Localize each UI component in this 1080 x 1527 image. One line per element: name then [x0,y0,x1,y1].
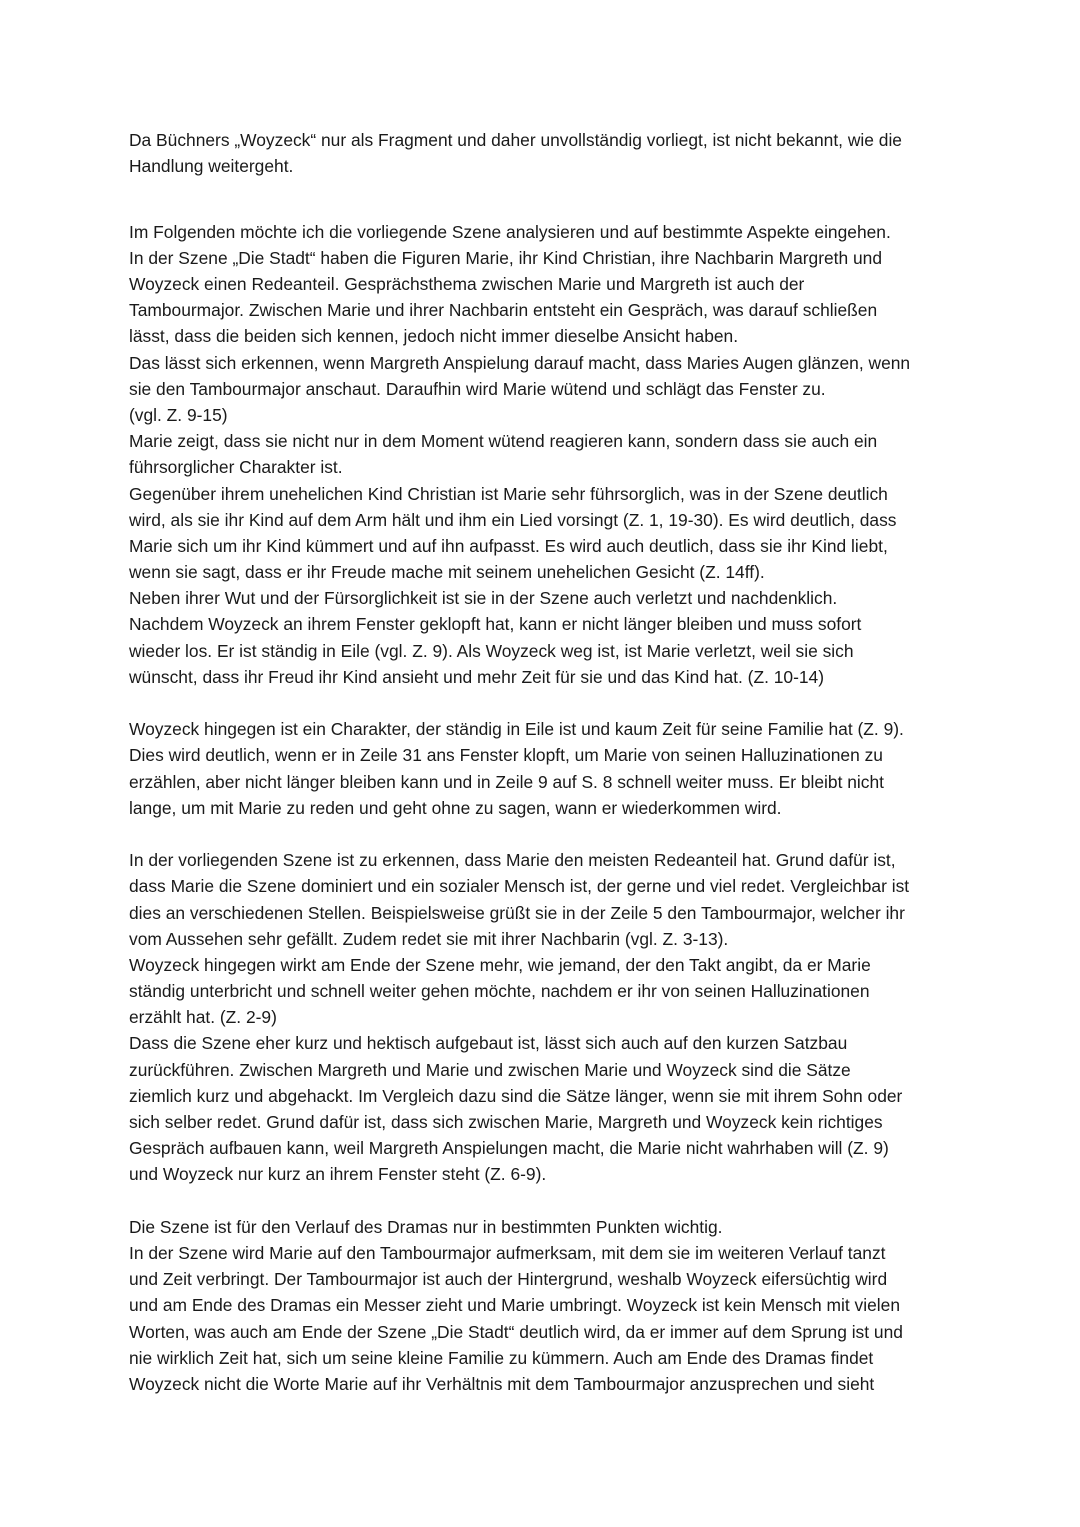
paragraph-spacer [129,179,955,218]
paragraph-woyzeck [129,716,955,821]
text-line: In der vorliegenden Szene ist zu erkennen, dass Marie den meisten Redeanteil hat. Grund dafür ist, [129,850,896,871]
text-line: vom Aussehen sehr gefällt. Zudem redet sie mit ihrer Nachbarin (vgl. Z. 3-13). [129,928,729,949]
text-line: Handlung weitergeht. [129,156,294,177]
text-line: wenn sie sagt, dass er ihr Freude mache mit seinem unehelichen Gesicht (Z. 14ff). [129,562,765,583]
paragraph-spacer [129,821,955,847]
paragraph-analysis [129,219,955,690]
document-body [129,127,955,1397]
text-line: nie wirklich Zeit hat, sich um seine kleine Familie zu kümmern. Auch am Ende des Dramas findet [129,1347,874,1368]
text-line: Gegenüber ihrem unehelichen Kind Christian ist Marie sehr führsorglich, was in der Szene deutlich [129,483,888,504]
text-line: zurückführen. Zwischen Margreth und Marie und zwischen Marie und Woyzeck sind die Sätze [129,1059,851,1080]
text-line: erzählt hat. (Z. 2-9) [129,1007,277,1028]
text-line: Dies wird deutlich, wenn er in Zeile 31 ans Fenster klopft, um Marie von seinen Halluzinationen zu [129,745,883,766]
text-line: Worten, was auch am Ende der Szene „Die Stadt“ deutlich wird, da er immer auf dem Sprung ist und [129,1321,903,1342]
text-line: Neben ihrer Wut und der Fürsorglichkeit ist sie in der Szene auch verletzt und nachdenklich. [129,588,838,609]
text-line: wünscht, dass ihr Freud ihr Kind ansieht und mehr Zeit für sie und das Kind hat. (Z. 10-14) [129,666,825,687]
text-line: In der Szene wird Marie auf den Tambourmajor aufmerksam, mit dem sie im weiteren Verlauf tanzt [129,1242,886,1263]
text-line: Marie sich um ihr Kind kümmert und auf ihn aufpasst. Es wird auch deutlich, dass sie ihr Kind liebt, [129,535,888,556]
paragraph-spacer [129,1188,955,1214]
text-line: und am Ende des Dramas ein Messer zieht und Marie umbringt. Woyzeck ist kein Mensch mit vielen [129,1295,900,1316]
text-line: sich selber redet. Grund dafür ist, dass sich zwischen Marie, Margreth und Woyzeck kein richtiges [129,1112,883,1133]
text-line: Da Büchners „Woyzeck“ nur als Fragment und daher unvollständig vorliegt, ist nicht bekannt, wie die [129,130,902,150]
paragraph-intro [129,127,955,179]
text-line: Gespräch aufbauen kann, weil Margreth Anspielungen macht, die Marie nicht wahrhaben will (Z. 9) [129,1138,889,1159]
text-line: Tambourmajor. Zwischen Marie und ihrer Nachbarin entsteht ein Gespräch, was darauf schließen [129,300,878,321]
text-line: und Woyzeck nur kurz an ihrem Fenster steht (Z. 6-9). [129,1164,547,1185]
paragraph-spacer [129,690,955,716]
text-line: und Zeit verbringt. Der Tambourmajor ist auch der Hintergrund, weshalb Woyzeck eifersüchtig wird [129,1269,888,1290]
text-line: lange, um mit Marie zu reden und geht ohne zu sagen, wann er wiederkommen wird. [129,797,782,818]
text-line: Woyzeck nicht die Worte Marie auf ihr Verhältnis mit dem Tambourmajor anzusprechen und sieht [129,1373,875,1394]
text-line: ständig unterbricht und schnell weiter gehen möchte, nachdem er ihr von seinen Halluzinationen [129,981,870,1002]
text-line: Woyzeck hingegen ist ein Charakter, der ständig in Eile ist und kaum Zeit für seine Familie hat (Z. 9). [129,719,904,740]
text-line: wird, als sie ihr Kind auf dem Arm hält und ihm ein Lied vorsingt (Z. 1, 19-30). Es wird deutlich, dass [129,509,897,530]
text-line: Marie zeigt, dass sie nicht nur in dem Moment wütend reagieren kann, sondern dass sie auch ein [129,431,878,452]
text-line: Nachdem Woyzeck an ihrem Fenster geklopft hat, kann er nicht länger bleiben und muss sofort [129,614,862,635]
text-line: erzählen, aber nicht länger bleiben kann und in Zeile 9 auf S. 8 schnell weiter muss. Er bleibt nicht [129,771,884,792]
text-line: Die Szene ist für den Verlauf des Dramas nur in bestimmten Punkten wichtig. [129,1216,723,1237]
text-line: ziemlich kurz und abgehackt. Im Vergleich dazu sind die Sätze länger, wenn sie mit ihrem Sohn oder [129,1085,903,1106]
text-line: führsorglicher Charakter ist. [129,457,343,478]
text-line: dies an verschiedenen Stellen. Beispielsweise grüßt sie in der Zeile 5 den Tambourmajor, welcher ihr [129,902,905,923]
text-line: Das lässt sich erkennen, wenn Margreth Anspielung darauf macht, dass Maries Augen glänzen, wenn [129,352,911,373]
text-line: sie den Tambourmajor anschaut. Daraufhin wird Marie wütend und schlägt das Fenster zu. [129,378,826,399]
text-line: In der Szene „Die Stadt“ haben die Figuren Marie, ihr Kind Christian, ihre Nachbarin Margreth und [129,247,883,268]
paragraph-redeanteil [129,847,955,1187]
text-line: Woyzeck hingegen wirkt am Ende der Szene mehr, wie jemand, der den Takt angibt, da er Marie [129,954,871,975]
text-line: wieder los. Er ist ständig in Eile (vgl. Z. 9). Als Woyzeck weg ist, ist Marie verletzt, weil sie sich [129,640,854,661]
text-line: lässt, dass die beiden sich kennen, jedoch nicht immer dieselbe Ansicht haben. [129,326,739,347]
paragraph-verlauf [129,1214,955,1397]
text-line: Im Folgenden möchte ich die vorliegende Szene analysieren und auf bestimmte Aspekte eingehen. [129,221,891,242]
text-line: Dass die Szene eher kurz und hektisch aufgebaut ist, lässt sich auch auf den kurzen Satzbau [129,1033,848,1054]
text-line: (vgl. Z. 9-15) [129,404,228,425]
text-line: dass Marie die Szene dominiert und ein sozialer Mensch ist, der gerne und viel redet. Vergleichbar ist [129,876,910,897]
text-line: Woyzeck einen Redeanteil. Gesprächsthema zwischen Marie und Margreth ist auch der [129,274,805,295]
